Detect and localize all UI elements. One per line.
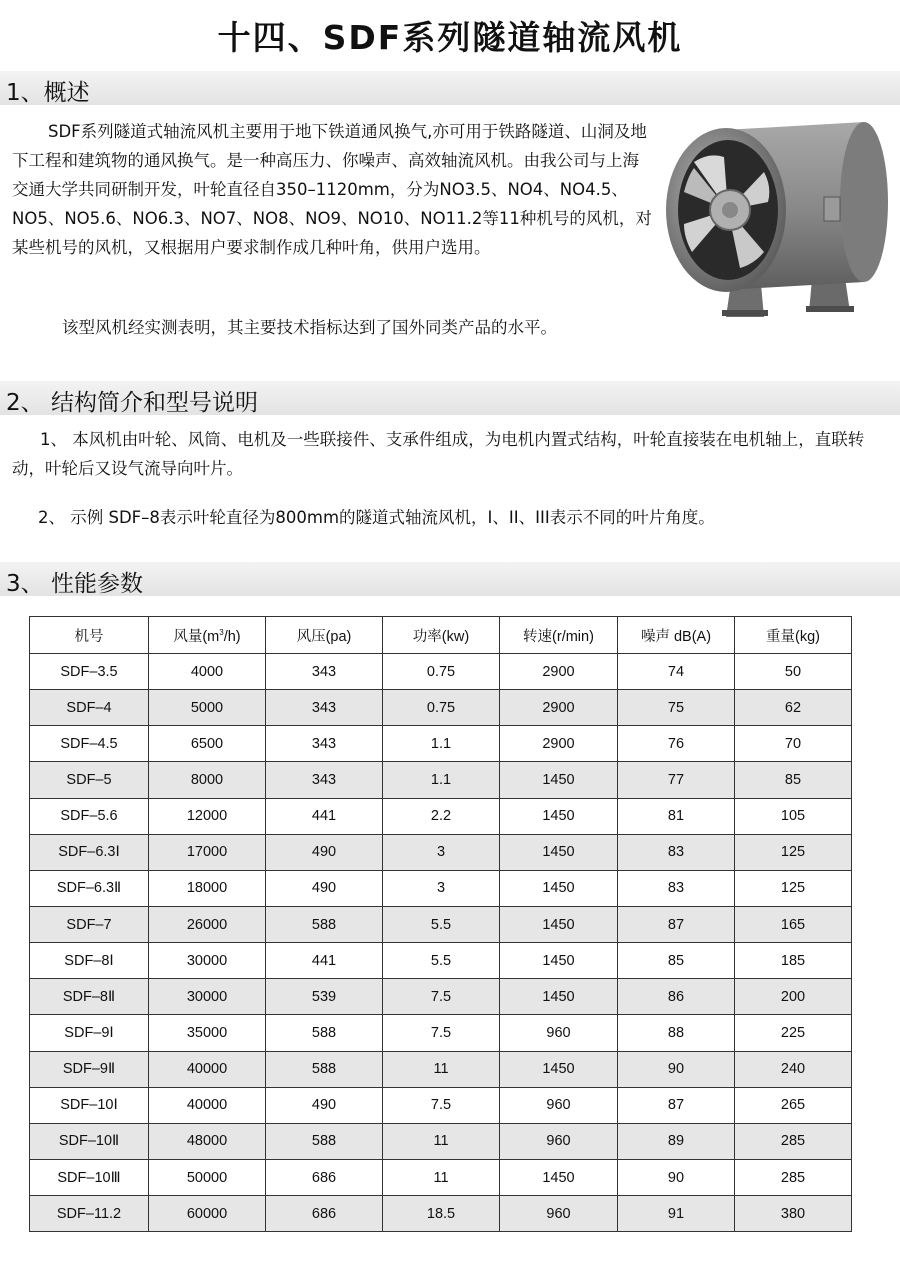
cell-model: SDF–7 bbox=[30, 906, 149, 942]
cell-pressure: 343 bbox=[266, 654, 383, 690]
cell-power: 7.5 bbox=[383, 1087, 500, 1123]
cell-noise: 89 bbox=[618, 1123, 735, 1159]
cell-airflow: 18000 bbox=[149, 870, 266, 906]
cell-weight: 165 bbox=[735, 906, 852, 942]
cell-speed: 960 bbox=[500, 1015, 618, 1051]
cell-model: SDF–8Ⅰ bbox=[30, 943, 149, 979]
cell-power: 5.5 bbox=[383, 943, 500, 979]
table-row bbox=[30, 1087, 852, 1123]
cell-weight: 125 bbox=[735, 834, 852, 870]
cell-model: SDF–10Ⅰ bbox=[30, 1087, 149, 1123]
cell-model: SDF–9Ⅰ bbox=[30, 1015, 149, 1051]
cell-pressure: 343 bbox=[266, 690, 383, 726]
cell-noise: 83 bbox=[618, 834, 735, 870]
cell-noise: 74 bbox=[618, 654, 735, 690]
cell-pressure: 686 bbox=[266, 1196, 383, 1232]
cell-power: 0.75 bbox=[383, 654, 500, 690]
table-row bbox=[30, 870, 852, 906]
cell-power: 3 bbox=[383, 834, 500, 870]
cell-pressure: 686 bbox=[266, 1159, 383, 1195]
cell-pressure: 588 bbox=[266, 906, 383, 942]
cell-weight: 285 bbox=[735, 1123, 852, 1159]
cell-speed: 2900 bbox=[500, 654, 618, 690]
cell-speed: 2900 bbox=[500, 726, 618, 762]
cell-power: 7.5 bbox=[383, 1015, 500, 1051]
header-weight: 重量(kg) bbox=[735, 617, 852, 654]
cell-weight: 125 bbox=[735, 870, 852, 906]
table-row bbox=[30, 943, 852, 979]
cell-noise: 77 bbox=[618, 762, 735, 798]
cell-weight: 185 bbox=[735, 943, 852, 979]
cell-weight: 105 bbox=[735, 798, 852, 834]
table-row bbox=[30, 1159, 852, 1195]
cell-speed: 1450 bbox=[500, 906, 618, 942]
cell-weight: 265 bbox=[735, 1087, 852, 1123]
cell-pressure: 490 bbox=[266, 870, 383, 906]
cell-noise: 86 bbox=[618, 979, 735, 1015]
cell-speed: 960 bbox=[500, 1087, 618, 1123]
cell-weight: 200 bbox=[735, 979, 852, 1015]
cell-weight: 225 bbox=[735, 1015, 852, 1051]
cell-noise: 88 bbox=[618, 1015, 735, 1051]
table-row bbox=[30, 1196, 852, 1232]
header-speed: 转速(r/min) bbox=[500, 617, 618, 654]
cell-airflow: 8000 bbox=[149, 762, 266, 798]
section-bar-overview bbox=[0, 71, 900, 105]
table-row bbox=[30, 726, 852, 762]
cell-power: 7.5 bbox=[383, 979, 500, 1015]
cell-pressure: 588 bbox=[266, 1123, 383, 1159]
cell-airflow: 30000 bbox=[149, 943, 266, 979]
cell-pressure: 343 bbox=[266, 726, 383, 762]
cell-speed: 1450 bbox=[500, 1159, 618, 1195]
table-row bbox=[30, 834, 852, 870]
header-power: 功率(kw) bbox=[383, 617, 500, 654]
cell-weight: 285 bbox=[735, 1159, 852, 1195]
table-row bbox=[30, 762, 852, 798]
cell-model: SDF–11.2 bbox=[30, 1196, 149, 1232]
cell-model: SDF–9Ⅱ bbox=[30, 1051, 149, 1087]
header-airflow: 风量$(m^3/h)$ bbox=[149, 617, 266, 654]
cell-model: SDF–6.3Ⅱ bbox=[30, 870, 149, 906]
cell-airflow: 40000 bbox=[149, 1051, 266, 1087]
cell-speed: 1450 bbox=[500, 762, 618, 798]
cell-model: SDF–5 bbox=[30, 762, 149, 798]
cell-noise: 90 bbox=[618, 1051, 735, 1087]
table-row bbox=[30, 798, 852, 834]
cell-model: SDF–4.5 bbox=[30, 726, 149, 762]
cell-noise: 85 bbox=[618, 943, 735, 979]
cell-power: 1.1 bbox=[383, 762, 500, 798]
cell-noise: 87 bbox=[618, 906, 735, 942]
cell-pressure: 441 bbox=[266, 943, 383, 979]
cell-pressure: 441 bbox=[266, 798, 383, 834]
cell-model: SDF–10Ⅱ bbox=[30, 1123, 149, 1159]
table-row bbox=[30, 1123, 852, 1159]
cell-model: SDF–4 bbox=[30, 690, 149, 726]
cell-airflow: 48000 bbox=[149, 1123, 266, 1159]
cell-speed: 1450 bbox=[500, 1051, 618, 1087]
overview-paragraph: SDF系列隧道式轴流风机主要用于地下铁道通风换气,亦可用于铁路隧道、山洞及地下工程和建筑物的通风换气。是一种高压力、你噪声、高效轴流风机。由我公司与上海交通大学共同研制开发，叶轮直径自350–1120mm，分为NO3.5、NO4、NO4.5、NO5、NO5.6、NO6.3、NO7、NO8、NO9、NO10、NO11.2等11种机号的风机，对某些机号的风机，又根据用户要求制作成几种叶角，供用户选用。 bbox=[12, 122, 652, 257]
cell-pressure: 490 bbox=[266, 834, 383, 870]
cell-weight: 50 bbox=[735, 654, 852, 690]
cell-noise: 83 bbox=[618, 870, 735, 906]
cell-power: 5.5 bbox=[383, 906, 500, 942]
cell-noise: 76 bbox=[618, 726, 735, 762]
cell-pressure: 588 bbox=[266, 1015, 383, 1051]
table-row bbox=[30, 1051, 852, 1087]
cell-pressure: 343 bbox=[266, 762, 383, 798]
cell-power: 0.75 bbox=[383, 690, 500, 726]
cell-power: 11 bbox=[383, 1123, 500, 1159]
section-heading-performance: 3、 性能参数 bbox=[6, 571, 143, 597]
cell-airflow: 6500 bbox=[149, 726, 266, 762]
cell-weight: 62 bbox=[735, 690, 852, 726]
cell-power: 11 bbox=[383, 1159, 500, 1195]
section-heading-overview: 1、概述 bbox=[6, 80, 90, 106]
cell-power: 1.1 bbox=[383, 726, 500, 762]
cell-weight: 240 bbox=[735, 1051, 852, 1087]
cell-speed: 1450 bbox=[500, 834, 618, 870]
cell-power: 3 bbox=[383, 870, 500, 906]
cell-airflow: 12000 bbox=[149, 798, 266, 834]
axial-fan-image bbox=[664, 112, 900, 322]
header-pressure: 风压(pa) bbox=[266, 617, 383, 654]
cell-noise: 75 bbox=[618, 690, 735, 726]
cell-power: 18.5 bbox=[383, 1196, 500, 1232]
cell-speed: 1450 bbox=[500, 943, 618, 979]
cell-model: SDF–3.5 bbox=[30, 654, 149, 690]
section-heading-structure: 2、 结构简介和型号说明 bbox=[6, 390, 258, 416]
cell-airflow: 60000 bbox=[149, 1196, 266, 1232]
cell-speed: 960 bbox=[500, 1123, 618, 1159]
table-row bbox=[30, 654, 852, 690]
cell-noise: 87 bbox=[618, 1087, 735, 1123]
cell-airflow: 5000 bbox=[149, 690, 266, 726]
cell-noise: 91 bbox=[618, 1196, 735, 1232]
cell-airflow: 30000 bbox=[149, 979, 266, 1015]
cell-speed: 1450 bbox=[500, 870, 618, 906]
cell-airflow: 40000 bbox=[149, 1087, 266, 1123]
table-row bbox=[30, 906, 852, 942]
cell-power: 2.2 bbox=[383, 798, 500, 834]
cell-speed: 960 bbox=[500, 1196, 618, 1232]
cell-noise: 90 bbox=[618, 1159, 735, 1195]
cell-airflow: 17000 bbox=[149, 834, 266, 870]
table-row bbox=[30, 1015, 852, 1051]
cell-airflow: 50000 bbox=[149, 1159, 266, 1195]
cell-pressure: 539 bbox=[266, 979, 383, 1015]
overview-conclusion: 该型风机经实测表明，其主要技术指标达到了国外同类产品的水平。 bbox=[62, 318, 557, 337]
cell-pressure: 490 bbox=[266, 1087, 383, 1123]
cell-weight: 380 bbox=[735, 1196, 852, 1232]
cell-power: 11 bbox=[383, 1051, 500, 1087]
table-header-row bbox=[30, 617, 852, 654]
table-row bbox=[30, 979, 852, 1015]
header-noise: 噪声 dB(A) bbox=[618, 617, 735, 654]
cell-weight: 85 bbox=[735, 762, 852, 798]
structure-item-1: 1、 本风机由叶轮、风筒、电机及一些联接件、支承件组成，为电机内置式结构，叶轮直接装在电机轴上，直联转动，叶轮后又设气流导向叶片。 bbox=[12, 430, 865, 478]
cell-pressure: 588 bbox=[266, 1051, 383, 1087]
structure-item-2: 2、 示例 SDF–8表示叶轮直径为800mm的隧道式轴流风机，I、II、III表示不同的叶片角度。 bbox=[38, 508, 715, 527]
cell-model: SDF–5.6 bbox=[30, 798, 149, 834]
cell-model: SDF–6.3Ⅰ bbox=[30, 834, 149, 870]
cell-speed: 1450 bbox=[500, 979, 618, 1015]
cell-speed: 2900 bbox=[500, 690, 618, 726]
cell-weight: 70 bbox=[735, 726, 852, 762]
cell-noise: 81 bbox=[618, 798, 735, 834]
cell-model: SDF–10Ⅲ bbox=[30, 1159, 149, 1195]
cell-airflow: 26000 bbox=[149, 906, 266, 942]
performance-table bbox=[29, 616, 852, 1232]
cell-airflow: 4000 bbox=[149, 654, 266, 690]
header-model: 机号 bbox=[30, 617, 149, 654]
cell-speed: 1450 bbox=[500, 798, 618, 834]
cell-model: SDF–8Ⅱ bbox=[30, 979, 149, 1015]
cell-airflow: 35000 bbox=[149, 1015, 266, 1051]
table-row bbox=[30, 690, 852, 726]
page-title: 十四、SDF系列隧道轴流风机 bbox=[217, 18, 683, 57]
